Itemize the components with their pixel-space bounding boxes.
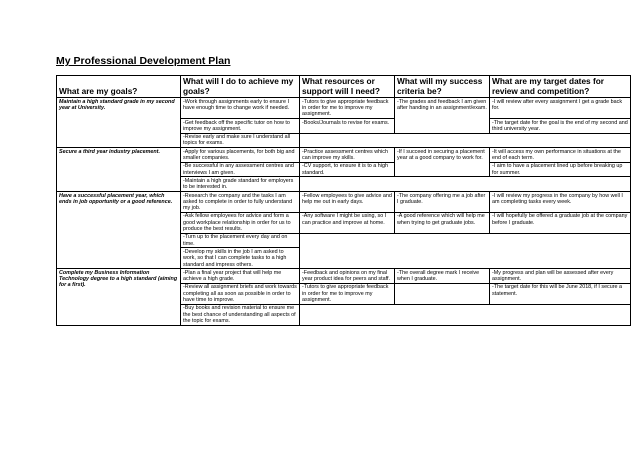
empty-cell [300, 177, 631, 192]
action-cell: -Maintain a high grade standard for employers to be interested in. [181, 177, 300, 192]
resource-cell: -Tutors to give appropriate feedback in order for me to improve my assignment. [300, 283, 395, 304]
action-cell: -Work through assignments early to ensure I have enough time to change work if needed. [181, 98, 300, 119]
criteria-cell: -The overall degree mark I receive when I graduate. [395, 269, 490, 284]
criteria-cell: -If I succeed in securing a placement year at a good company to work for. [395, 148, 490, 177]
criteria-cell: -A good reference which will help me when trying to get graduate jobs. [395, 212, 490, 233]
criteria-cell: -The company offering me a job after I graduate. [395, 192, 490, 213]
date-cell: -I aim to have a placement lined up before breaking up for summer. [490, 162, 631, 177]
date-cell: -The target date for this will be June 2018, if I secure a statement. [490, 283, 631, 304]
resource-cell: -Practice assessment centres which can improve my skills. [300, 148, 395, 163]
resource-cell: -Tutors to give appropriate feedback in order for me to improve my assignment. [300, 98, 395, 119]
date-cell: -My progress and plan will be assessed after every assignment. [490, 269, 631, 284]
resource-cell: -Any software I might be using, so I can practice and improve at home. [300, 212, 395, 233]
action-cell: -Turn up to the placement every day and on time. [181, 233, 300, 248]
action-cell: -Apply for various placements, for both big and smaller companies. [181, 148, 300, 163]
action-cell: -Ask fellow employees for advice and form a good workplace relationship in order for us to produce the best results. [181, 212, 300, 233]
header-success-criteria: What will my success criteria be? [395, 76, 490, 98]
action-cell: -Plan a final year project that will help me achieve a high grade. [181, 269, 300, 284]
empty-cell [395, 283, 490, 304]
resource-cell: -CV support, to ensure it is to a high standard. [300, 162, 395, 177]
date-cell: -I will review my progress in the company by how well I am completing tasks every week. [490, 192, 631, 213]
action-cell: -Get feedback off the specific tutor on how to improve my assignment. [181, 119, 300, 134]
date-cell: -I will review after every assignment I get a grade back for. [490, 98, 631, 119]
table-row [57, 192, 631, 213]
date-cell: -I will hopefully be offered a graduate job at the company before I graduate. [490, 212, 631, 233]
development-plan-table [56, 75, 631, 326]
empty-cell [300, 304, 631, 325]
date-cell: -It will access my own performance in situations at the end of each term. [490, 148, 631, 163]
resource-cell: -Feedback and opinions on my final year product idea for peers and staff. [300, 269, 395, 284]
header-resources: What resources or support will I need? [300, 76, 395, 98]
action-cell: -Research the company and the tasks I am asked to complete in order to fully understand my job. [181, 192, 300, 213]
header-target-dates: What are my target dates for review and competition? [490, 76, 631, 98]
goal-cell: Secure a third year industry placement. [57, 148, 181, 192]
goal-cell: Maintain a high standard grade in my second year at University. [57, 98, 181, 148]
page-title: My Professional Development Plan [56, 55, 231, 67]
table-row [57, 148, 631, 163]
goal-cell: Complete my Business Information Technology degree to a high standard (aiming for a first). [57, 269, 181, 325]
empty-cell [300, 233, 631, 268]
table-row [57, 269, 631, 284]
header-actions: What will I do to achieve my goals? [181, 76, 300, 98]
action-cell: -Develop my skills in the job I am asked to work, so that I can complete tasks to a high standard and impress others. [181, 248, 300, 269]
header-goals: What are my goals? [57, 76, 181, 98]
goal-cell: Have a successful placement year, which ends in job opportunity or a good reference. [57, 192, 181, 269]
action-cell: -Be successful in any assessment centres and interviews I am given. [181, 162, 300, 177]
action-cell: -Revise early and make sure I understand all topics for exams. [181, 133, 300, 148]
action-cell: -Review all assignment briefs and work towards completing all as soon as possible in order to have time to improve. [181, 283, 300, 304]
table-row [57, 98, 631, 119]
action-cell: -Buy books and revision material to ensure me the best chance of understanding all aspects of the topic for exams. [181, 304, 300, 325]
criteria-cell: -The grades and feedback I am given after handing in an assignment/exam. [395, 98, 490, 133]
header-row [57, 76, 631, 98]
resource-cell: -Books/Journals to revise for exams. [300, 119, 395, 134]
date-cell: -The target date for the goal is the end of my second and third university year. [490, 119, 631, 134]
empty-cell [300, 133, 631, 148]
resource-cell: -Fellow employees to give advice and help me out in early days. [300, 192, 395, 213]
